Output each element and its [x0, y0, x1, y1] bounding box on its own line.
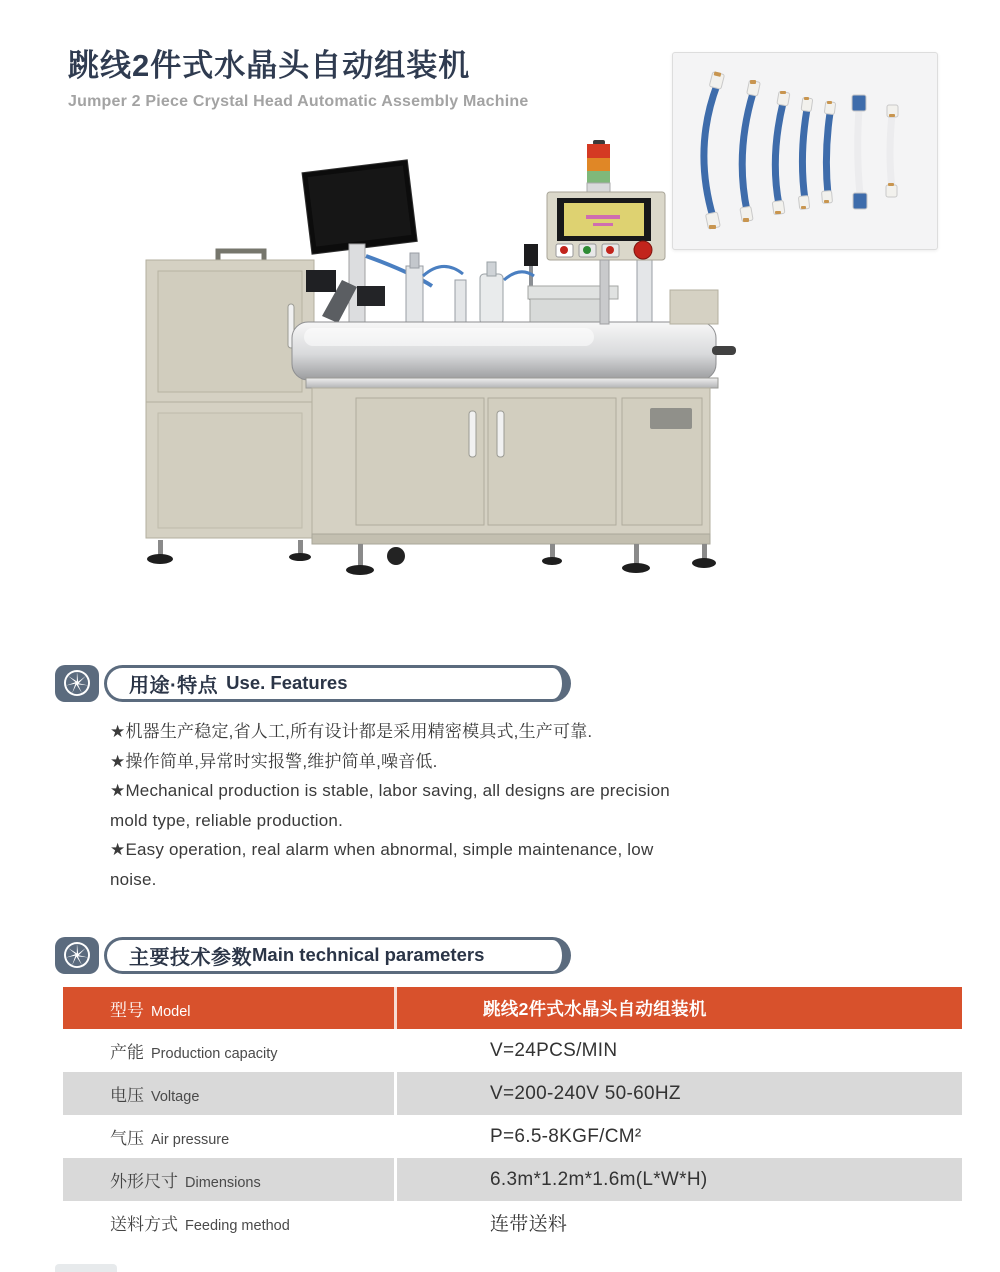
emergency-stop-button [634, 241, 652, 259]
param-label-cn: 型号 [110, 1000, 144, 1020]
parameters-heading-pill [104, 937, 571, 974]
param-label-en: Model [151, 1003, 191, 1020]
param-value: 连带送料 [490, 1214, 568, 1235]
nameplate [650, 408, 692, 429]
table-header-row [63, 987, 962, 1029]
section-header-features [55, 663, 571, 703]
features-heading-cn: 用途·特点 [129, 674, 219, 697]
param-value: P=6.5-8KGF/CM² [490, 1125, 642, 1147]
monitor [302, 160, 417, 254]
parameters-table [63, 987, 962, 1244]
param-label-en: Air pressure [151, 1132, 230, 1148]
param-label-cn: 电压 [110, 1086, 144, 1105]
param-value: 6.3m*1.2m*1.6m(L*W*H) [490, 1168, 708, 1190]
touchscreen [564, 203, 644, 236]
page-title: 跳线2件式水晶头自动组装机 [68, 48, 471, 83]
next-section-fragment [55, 1264, 117, 1272]
feature-item: ★Mechanical production is stable, labor saving, all designs are precision mold type, reliable production. [110, 781, 670, 830]
feature-item: ★机器生产稳定,省人工,所有设计都是采用精密模具式,生产可靠. [110, 722, 593, 741]
param-label-en: Voltage [151, 1089, 200, 1105]
tower-green-light [587, 171, 610, 183]
aperture-icon [55, 665, 99, 702]
feature-item: ★操作简单,异常时实报警,维护简单,噪音低. [110, 751, 438, 771]
machine-feet [147, 540, 716, 575]
machine-illustration [60, 140, 740, 620]
table-row [63, 1072, 962, 1115]
machine-photo [60, 140, 740, 620]
parameters-heading-cn: 主要技术参数 [129, 946, 252, 969]
param-label-cn: 气压 [110, 1129, 144, 1148]
tower-red-light [587, 144, 610, 158]
param-label-cn: 产能 [110, 1043, 144, 1062]
aperture-icon [55, 937, 99, 974]
page-subtitle: Jumper 2 Piece Crystal Head Automatic Assembly Machine [68, 93, 529, 110]
tower-amber-light [587, 158, 610, 171]
parameters-heading-en: Main technical parameters [252, 944, 485, 965]
title-block [68, 40, 648, 111]
features-heading-pill [104, 665, 571, 702]
param-label-en: Feeding method [185, 1218, 290, 1234]
lift-handle [218, 251, 264, 260]
table-row [63, 1158, 962, 1201]
param-label-cn: 外形尺寸 [110, 1172, 178, 1191]
param-value: 跳线2件式水晶头自动组装机 [483, 998, 707, 1019]
features-heading-en: Use. Features [226, 672, 348, 693]
param-label-en: Production capacity [151, 1046, 278, 1062]
table-row [63, 1029, 962, 1072]
features-list [110, 717, 702, 894]
param-label-en: Dimensions [185, 1175, 261, 1191]
table-row [63, 1115, 962, 1158]
param-label-cn: 送料方式 [110, 1215, 178, 1234]
section-header-parameters [55, 935, 571, 975]
param-value: V=200-240V 50-60HZ [490, 1082, 681, 1104]
param-value: V=24PCS/MIN [490, 1039, 618, 1061]
feature-item: ★Easy operation, real alarm when abnormal, simple maintenance, low noise. [110, 840, 654, 889]
table-row [63, 1201, 962, 1244]
